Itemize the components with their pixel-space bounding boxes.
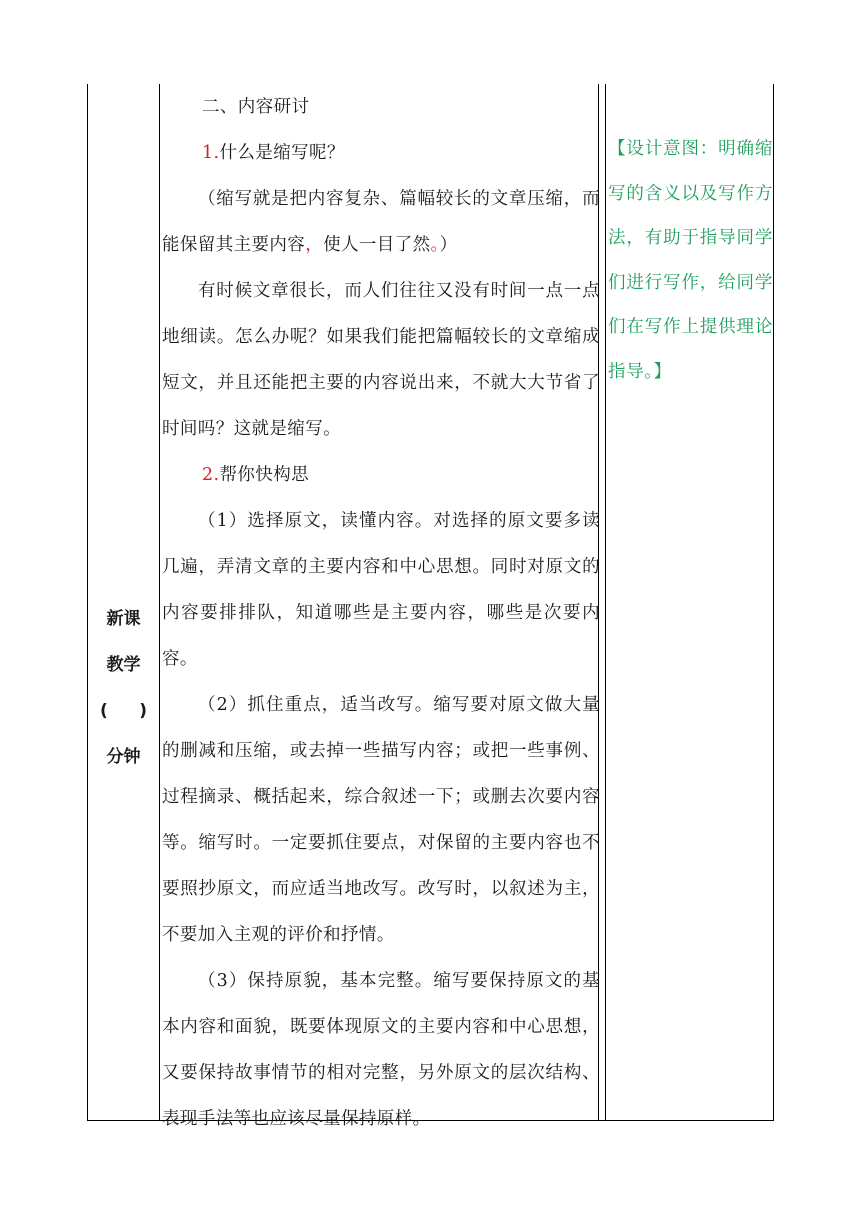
- paren-close: ): [139, 701, 147, 721]
- answer-text: 使人一目了然: [323, 235, 431, 255]
- lesson-table: [87, 84, 774, 1129]
- answer-close: ）: [439, 235, 458, 255]
- question-2: [162, 452, 600, 498]
- question-text: 帮你快构思: [219, 465, 309, 485]
- section-label-line: 分钟: [106, 747, 141, 767]
- section-label: [88, 596, 159, 780]
- step-1: （1）选择原文，读懂内容。对选择的原文要多读几遍，弄清文章的主要内容和中心思想。同时对原文的内容要排排队，知道哪些是主要内容，哪些是次要内容。: [162, 511, 600, 669]
- question-1: [162, 130, 600, 176]
- column-divider: [159, 84, 160, 1120]
- question-text: 什么是缩写呢？: [219, 143, 345, 163]
- step-2: （2）抓住重点，适当改写。缩写要对原文做大量的删减和压缩，或去掉一些描写内容；或把一些事例、过程摘录、概括起来，综合叙述一下；或删去次要内容等。缩写时。一定要抓住要点，对保留的主要内容也不要照抄原文，而应适当地改写。改写时，以叙述为主，不要加入主观的评价和抒情。: [162, 695, 600, 945]
- lesson-content: [162, 84, 600, 1142]
- design-intent-note: 【设计意图：明确缩写的含义以及写作方法，有助于指导同学们进行写作，给同学们在写作上提供理论指导。】: [608, 139, 773, 382]
- question-1-answer: [162, 176, 600, 268]
- question-number: 2.: [202, 465, 220, 485]
- question-number: 1.: [202, 143, 220, 163]
- step-3: （3）保持原貌，基本完整。缩写要保持原文的基本内容和面貌，既要体现原文的主要内容和中心思想，又要保持故事情节的相对完整，另外原文的层次结构、表现手法等也应该尽量保持原样。: [162, 971, 600, 1129]
- section-label-line: 教学: [106, 655, 141, 675]
- paragraph-reason: 有时候文章很长，而人们往往又没有时间一点一点地细读。怎么办呢？如果我们能把篇幅较长的文章缩成短文，并且还能把主要的内容说出来，不就大大节省了时间吗？这就是缩写。: [162, 281, 600, 439]
- section-label-paren: [88, 688, 159, 734]
- section-label-line: 新课: [106, 609, 141, 629]
- column-divider: [605, 84, 606, 1120]
- answer-comma: ，: [305, 235, 324, 255]
- section-heading: 二、内容研讨: [202, 97, 310, 117]
- answer-text: （缩写就是把内容复杂、篇幅较长的文章压缩，而能保留其主要内容: [162, 189, 600, 255]
- paren-open: (: [100, 701, 108, 721]
- answer-period: 。: [430, 235, 440, 255]
